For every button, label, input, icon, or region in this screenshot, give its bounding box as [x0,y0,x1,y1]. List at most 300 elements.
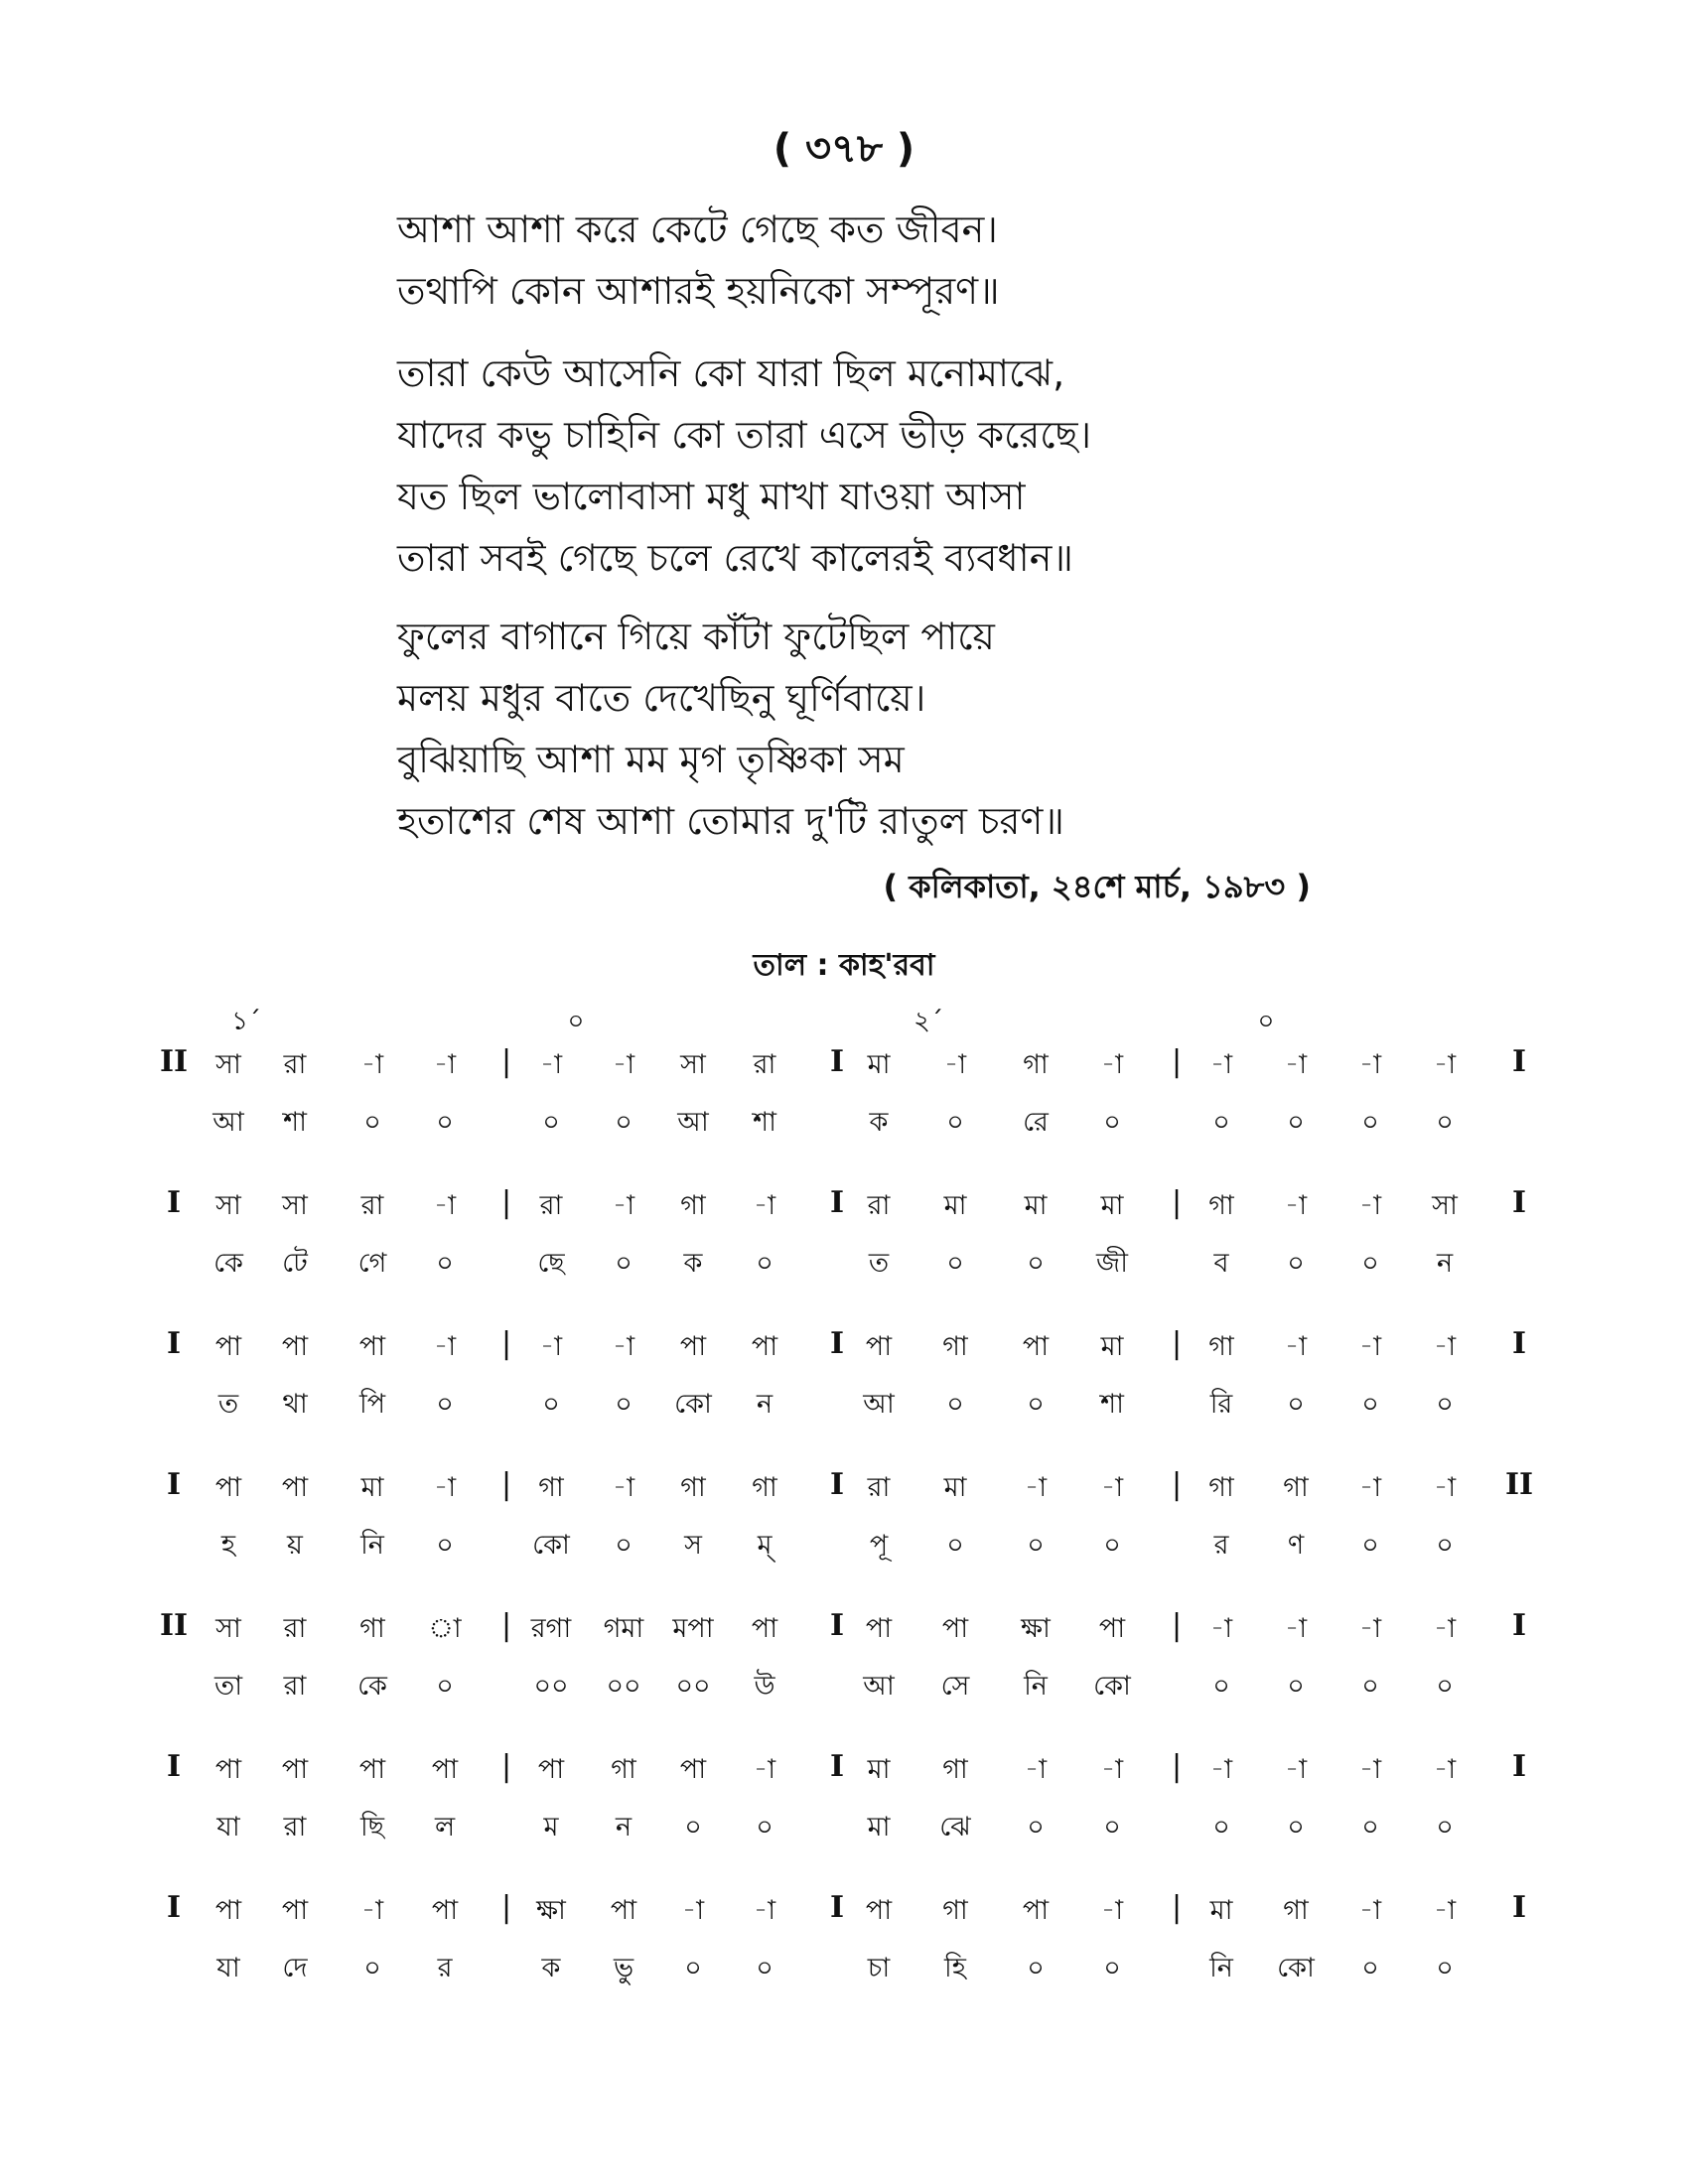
notation-block [0,1032,1688,1173]
swara-note: পা [751,1613,778,1644]
lyric-line: তারা সবই গেছে চলে রেখে কালেরই ব্যবধান॥ [397,536,1073,580]
syllable: শা [753,1107,776,1138]
syllable: দে [282,1953,308,1983]
swara-note: -া [612,1331,635,1362]
swara-row [0,1326,1688,1372]
swara-note: -া [1358,1895,1382,1926]
swara-note: পা [751,1331,778,1362]
half-bar: I [829,1326,845,1361]
swara-note: -া [1100,1754,1124,1785]
stanza-1 [397,199,1000,322]
swara-note: -া [1358,1472,1382,1503]
syllable: ০ [756,1812,774,1843]
swara-note: পা [281,1754,309,1785]
syllable: ক [541,1953,561,1983]
syllable-row [0,1243,1688,1289]
beat-divider: | [1171,1326,1183,1361]
syllable: ০ [363,1953,381,1983]
syllable: ০ [1436,1953,1454,1983]
notation-block [0,1455,1688,1596]
syllable: ০ [1212,1812,1230,1843]
swara-note: রা [753,1049,776,1080]
swara-note: মা [360,1472,384,1503]
syllable: ০ [436,1530,454,1561]
syllable: থা [282,1389,308,1420]
syllable: ০ [946,1248,964,1279]
lyric-line: তারা কেউ আসেনি কো যারা ছিল মনোমাঝে, [397,351,1065,395]
half-bar: I [829,1890,845,1925]
syllable: সে [940,1671,970,1702]
lyric-line: যত ছিল ভালোবাসা মধু মাখা যাওয়া আসা [397,475,1026,518]
swara-note: মা [867,1049,891,1080]
swara-note: ক্ষা [1021,1613,1051,1644]
syllable: ণ [1287,1530,1305,1561]
section-start-bar: I [166,1467,182,1502]
swara-note: রগা [530,1613,572,1644]
syllable: ০ [615,1530,633,1561]
swara-note: -া [943,1049,967,1080]
swara-note: পা [537,1754,565,1785]
swara-note: -া [360,1049,384,1080]
syllable: ছে [537,1248,565,1279]
swara-note: -া [1433,1613,1457,1644]
swara-note: -া [612,1472,635,1503]
syllable-row [0,1807,1688,1852]
swara-row [0,1608,1688,1654]
notation-table [0,1032,1688,2019]
swara-note: -া [612,1190,635,1221]
swara-note: -া [1433,1472,1457,1503]
swara-note: রা [283,1613,307,1644]
lyric-line: হতাশের শেষ আশা তোমার দু'টি রাতুল চরণ॥ [397,799,1064,843]
swara-note: মা [1209,1895,1233,1926]
swara-note: -া [612,1049,635,1080]
swara-note: গা [942,1895,968,1926]
syllable: হ [220,1530,236,1561]
syllable: আ [677,1107,709,1138]
syllable: কো [674,1389,712,1420]
swara-note: পা [214,1331,242,1362]
swara-note: -া [1100,1895,1124,1926]
syllable: ০ [1436,1671,1454,1702]
syllable: ০ [1287,1248,1305,1279]
swara-note: পা [358,1754,386,1785]
swara-note: পা [679,1331,707,1362]
dateline: ( কলিকাতা, ২৪শে মার্চ, ১৯৮৩ ) [883,868,1311,905]
syllable: ০ [1436,1107,1454,1138]
syllable: ০ [946,1389,964,1420]
section-end-bar: I [1511,1044,1527,1079]
syllable: ০ [436,1248,454,1279]
swara-note: রা [360,1190,384,1221]
swara-note: -া [360,1895,384,1926]
swara-note: পা [865,1895,893,1926]
syllable: ০ [615,1107,633,1138]
notation-block [0,1878,1688,2019]
syllable: ০ [436,1107,454,1138]
swara-note: গা [359,1613,385,1644]
syllable: গে [357,1248,387,1279]
syllable: কে [357,1671,387,1702]
syllable: তা [213,1671,243,1702]
swara-note: -া [433,1331,457,1362]
swara-note: রা [867,1190,891,1221]
half-bar: I [829,1608,845,1643]
syllable: ত [217,1389,239,1420]
tala-heading: তাল : কাহ'রবা [753,948,935,983]
swara-note: -া [1358,1754,1382,1785]
section-end-bar: I [1511,1326,1527,1361]
swara-note: গা [1208,1331,1234,1362]
swara-row [0,1749,1688,1795]
swara-note: গা [680,1472,706,1503]
notation-block [0,1314,1688,1455]
beat-divider: | [500,1044,512,1079]
syllable: ০ [1287,1671,1305,1702]
beat-mark: ০ [1257,1007,1275,1036]
section-end-bar: I [1511,1749,1527,1784]
swara-note: রা [867,1472,891,1503]
beat-divider: | [500,1326,512,1361]
beat-divider: | [1171,1185,1183,1220]
syllable: রে [1023,1107,1049,1138]
swara-note: গা [680,1190,706,1221]
swara-note: মা [1100,1190,1124,1221]
swara-note: সা [282,1190,308,1221]
swara-note: গা [1208,1472,1234,1503]
swara-note: পা [865,1613,893,1644]
syllable-row [0,1666,1688,1711]
swara-note: সা [215,1190,241,1221]
syllable: ০ [542,1389,560,1420]
syllable: ০ [1361,1389,1379,1420]
syllable: ন [615,1812,633,1843]
syllable-row [0,1384,1688,1430]
beat-divider: | [1171,1890,1183,1925]
syllable-row [0,1948,1688,1993]
syllable: ০ [1287,1389,1305,1420]
swara-note: -া [1209,1049,1233,1080]
syllable: ন [756,1389,774,1420]
syllable: ০ [1212,1107,1230,1138]
swara-row [0,1467,1688,1513]
syllable: ০ [1361,1107,1379,1138]
syllable: ০ [756,1953,774,1983]
syllable: শা [1100,1389,1124,1420]
syllable: ০ [1103,1953,1121,1983]
swara-note: -া [433,1190,457,1221]
syllable: ০ [684,1953,702,1983]
swara-note: -া [1100,1049,1124,1080]
section-end-bar: I [1511,1890,1527,1925]
swara-note: মপা [672,1613,714,1644]
swara-note: পা [281,1331,309,1362]
swara-note: সা [215,1049,241,1080]
syllable: ০ [1361,1671,1379,1702]
syllable: ০ [1287,1107,1305,1138]
syllable: কো [532,1530,570,1561]
swara-note: পা [1098,1613,1126,1644]
syllable: টে [282,1248,308,1279]
swara-note: -া [1024,1472,1048,1503]
swara-note: পা [281,1895,309,1926]
syllable: রা [283,1671,307,1702]
swara-note: -া [1284,1331,1308,1362]
syllable: ০ [1436,1530,1454,1561]
swara-note: পা [431,1754,459,1785]
swara-note: পা [431,1895,459,1926]
swara-note: -া [1358,1331,1382,1362]
syllable: ০ [1027,1530,1045,1561]
syllable: রি [1209,1389,1233,1420]
stanza-3 [397,606,1064,852]
beat-divider: | [1171,1467,1183,1502]
swara-note: পা [679,1754,707,1785]
syllable: ০০ [533,1671,569,1702]
syllable: ল [434,1812,456,1843]
swara-note: -া [1284,1049,1308,1080]
syllable: ০ [615,1389,633,1420]
page-number: ( ৩৭৮ ) [773,126,915,172]
swara-note: গা [1283,1895,1309,1926]
syllable: র [1213,1530,1229,1561]
syllable: ০ [1436,1389,1454,1420]
notation-block [0,1596,1688,1737]
swara-note: -া [1209,1754,1233,1785]
syllable: ০ [436,1671,454,1702]
syllable: ভু [613,1953,634,1983]
syllable: পূ [869,1530,889,1561]
beat-divider: | [1171,1044,1183,1079]
notation-block [0,1737,1688,1878]
syllable: ০ [1361,1248,1379,1279]
syllable: আ [212,1107,244,1138]
syllable: ০ [363,1107,381,1138]
lyric-line: তথাপি কোন আশারই হয়নিকো সম্পূরণ॥ [397,269,1000,313]
swara-note: পা [941,1613,969,1644]
syllable: কো [1093,1671,1131,1702]
swara-note: মা [867,1754,891,1785]
swara-note: -া [1209,1613,1233,1644]
swara-note: -া [1358,1049,1382,1080]
swara-note: পা [214,1754,242,1785]
lyric-line: যাদের কভু চাহিনি কো তারা এসে ভীড় করেছে। [397,413,1092,457]
beat-divider: | [500,1185,512,1220]
syllable-row [0,1102,1688,1148]
syllable: নি [1209,1953,1233,1983]
swara-note: -া [753,1754,776,1785]
syllable: পি [358,1389,386,1420]
syllable: ০ [1027,1389,1045,1420]
syllable: ০০ [675,1671,711,1702]
syllable: হি [944,1953,966,1983]
syllable: ০ [1103,1530,1121,1561]
swara-note: মা [943,1190,967,1221]
syllable: কে [213,1248,243,1279]
swara-note: -া [1100,1472,1124,1503]
syllable: ০ [946,1107,964,1138]
syllable: জী [1096,1248,1128,1279]
syllable: আ [863,1671,895,1702]
syllable: আ [863,1389,895,1420]
swara-note: রা [539,1190,563,1221]
syllable: ঝে [939,1812,971,1843]
lyric-line: বুঝিয়াছি আশা মম মৃগ তৃষ্ণিকা সম [397,738,905,781]
swara-note: গা [752,1472,777,1503]
syllable: ০ [1027,1953,1045,1983]
swara-note: গমা [603,1613,644,1644]
syllable: ০ [1027,1248,1045,1279]
syllable: ত [868,1248,890,1279]
swara-note: -া [1284,1613,1308,1644]
swara-note: মা [1024,1190,1048,1221]
section-start-bar: II [159,1608,189,1643]
swara-note: -া [1284,1754,1308,1785]
syllable: ০ [1361,1953,1379,1983]
syllable: র [437,1953,453,1983]
beat-divider: | [1171,1608,1183,1643]
syllable: ম্ [757,1530,773,1561]
swara-note: -া [1024,1754,1048,1785]
syllable: ০ [1212,1671,1230,1702]
swara-note: গা [1283,1472,1309,1503]
syllable: ০ [756,1248,774,1279]
stanza-2 [397,342,1091,589]
swara-note: -া [433,1472,457,1503]
syllable: শা [283,1107,307,1138]
swara-row [0,1044,1688,1090]
beat-divider: | [500,1608,512,1643]
lyric-line: ফুলের বাগানে গিয়ে কাঁটা ফুটেছিল পায়ে [397,614,995,658]
swara-note: পা [610,1895,637,1926]
syllable: ০ [1361,1530,1379,1561]
syllable: ০ [436,1389,454,1420]
swara-note: মা [1100,1331,1124,1362]
beat-divider: | [500,1467,512,1502]
swara-note: পা [1022,1331,1050,1362]
swara-note: পা [358,1331,386,1362]
syllable: ছি [359,1812,385,1843]
beat-divider: | [500,1890,512,1925]
beat-mark: ০ [567,1007,585,1036]
swara-note: -া [1433,1049,1457,1080]
swara-note: -া [1433,1754,1457,1785]
syllable: যা [216,1953,240,1983]
syllable: নি [1024,1671,1048,1702]
swara-note: পা [214,1472,242,1503]
syllable: ব [1213,1248,1229,1279]
swara-note: -া [433,1049,457,1080]
syllable: ০ [1436,1812,1454,1843]
section-start-bar: II [159,1044,189,1079]
swara-note: রা [283,1049,307,1080]
swara-note: -া [1358,1190,1382,1221]
section-start-bar: I [166,1326,182,1361]
syllable: ম [543,1812,559,1843]
swara-note: গা [1208,1190,1234,1221]
syllable: ক [869,1107,889,1138]
section-end-bar: I [1511,1608,1527,1643]
syllable: কো [1277,1953,1315,1983]
swara-note: -া [1433,1331,1457,1362]
syllable: যা [216,1812,240,1843]
swara-note: গা [942,1754,968,1785]
swara-note: গা [611,1754,636,1785]
section-end-bar: I [1511,1185,1527,1220]
section-end-bar: II [1504,1467,1534,1502]
syllable: ০ [1287,1812,1305,1843]
swara-row [0,1185,1688,1231]
swara-note: -া [1433,1895,1457,1926]
lyric-line: আশা আশা করে কেটে গেছে কত জীবন। [397,207,998,251]
swara-note: পা [865,1331,893,1362]
beat-divider: | [1171,1749,1183,1784]
syllable: ০ [615,1248,633,1279]
syllable: ০ [1103,1812,1121,1843]
syllable: স [684,1530,702,1561]
syllable: চা [867,1953,891,1983]
swara-note: পা [214,1895,242,1926]
swara-note: ক্ষা [536,1895,566,1926]
swara-note: -া [1284,1190,1308,1221]
syllable: য় [287,1530,303,1561]
syllable: নি [360,1530,384,1561]
swara-note: গা [538,1472,564,1503]
beat-divider: | [500,1749,512,1784]
syllable: ০ [684,1812,702,1843]
swara-note: সা [215,1613,241,1644]
swara-note: পা [281,1472,309,1503]
syllable: রা [283,1812,307,1843]
swara-note: -া [1358,1613,1382,1644]
syllable: ০ [946,1530,964,1561]
half-bar: I [829,1749,845,1784]
swara-note: মা [943,1472,967,1503]
swara-note: -া [753,1190,776,1221]
swara-note: -া [753,1895,776,1926]
swara-note: সা [680,1049,706,1080]
syllable: ০ [542,1107,560,1138]
syllable: ০ [1103,1107,1121,1138]
syllable: ০ [1361,1812,1379,1843]
swara-note: -া [539,1331,563,1362]
syllable-row [0,1525,1688,1570]
syllable: উ [754,1671,775,1702]
syllable: ক [683,1248,703,1279]
half-bar: I [829,1044,845,1079]
half-bar: I [829,1467,845,1502]
lyric-line: মলয় মধুর বাতে দেখেছিনু ঘূর্ণিবায়ে। [397,676,926,720]
syllable: ০০ [606,1671,641,1702]
syllable: ০ [1027,1812,1045,1843]
swara-note: পা [1022,1895,1050,1926]
syllable: মা [867,1812,891,1843]
swara-note: -া [539,1049,563,1080]
section-start-bar: I [166,1890,182,1925]
notation-block [0,1173,1688,1314]
swara-note: সা [1432,1190,1458,1221]
beat-mark: ১´ [231,1007,261,1036]
swara-note: -া [681,1895,705,1926]
beat-mark: ২´ [914,1007,943,1036]
swara-row [0,1890,1688,1936]
section-start-bar: I [166,1185,182,1220]
section-start-bar: I [166,1749,182,1784]
half-bar: I [829,1185,845,1220]
swara-note: গা [1023,1049,1049,1080]
swara-note: া [428,1613,462,1644]
swara-note: গা [942,1331,968,1362]
